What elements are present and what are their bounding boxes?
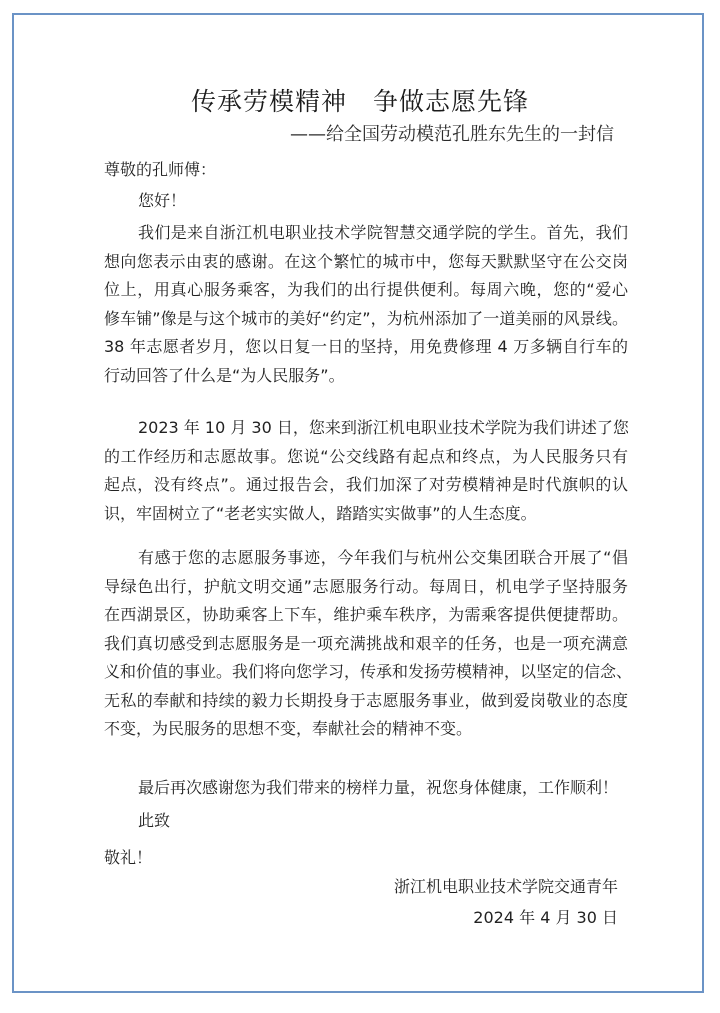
greeting: 您好！: [138, 191, 187, 210]
letter-title: 传承劳模精神 争做志愿先锋: [190, 87, 529, 116]
paragraph-line: 我们真切感受到志愿服务是一项充满挑战和艰辛的任务，也是一项充满意: [104, 633, 628, 653]
letter-subtitle: ——给全国劳动模范孔胜东先生的一封信: [290, 124, 614, 145]
paragraph-line: 义和价值的事业。我们将向您学习，传承和发扬劳模精神，以坚定的信念、: [104, 662, 633, 681]
signature-organization: 浙江机电职业技术学院交通青年: [393, 877, 618, 896]
paragraph-line: 起点，没有终点”。通过报告会，我们加深了对劳模精神是时代旗帜的认: [104, 475, 628, 494]
paragraph-line: 2023 年 10 月 30 日，您来到浙江机电职业技术学院为我们讲述了您: [138, 418, 629, 437]
body-paragraph-1: [104, 219, 628, 390]
body-paragraph-4: [104, 774, 628, 803]
paragraph-line: 有感于您的志愿服务事迹，今年我们与杭州公交集团联合开展了“倡: [138, 548, 628, 567]
paragraph-line: 位上，用真心服务乘客，为我们的出行提供便利。每周六晚，您的“爱心: [104, 280, 628, 299]
paragraph-line: 想向您表示由衷的感谢。在这个繁忙的城市中，您每天默默坚守在公交岗: [104, 251, 628, 271]
paragraph-line: 我们是来自浙江机电职业技术学院智慧交通学院的学生。首先，我们: [138, 223, 628, 242]
paragraph-line: 最后再次感谢您为我们带来的榜样力量，祝您身体健康，工作顺利！: [138, 778, 619, 797]
paragraph-line: 38 年志愿者岁月，您以日复一日的坚持，用免费修理 4 万多辆自行车的: [104, 337, 628, 356]
paragraph-line: 无私的奉献和持续的毅力长期投身于志愿服务事业，做到爱岗敬业的态度: [104, 690, 628, 710]
body-paragraph-2: [104, 414, 628, 528]
signature-date: 2024 年 4 月 30 日: [473, 908, 618, 927]
paragraph-line: 识，牢固树立了“老老实实做人，踏踏实实做事”的人生态度。: [104, 503, 537, 523]
paragraph-line: 修车铺”像是与这个城市的美好“约定”，为杭州添加了一道美丽的风景线。: [104, 308, 628, 328]
paragraph-line: 在西湖景区，协助乘客上下车，维护乘车秩序，为需乘客提供便捷帮助。: [104, 605, 628, 624]
closing-salute: 敬礼！: [104, 848, 153, 867]
salutation: 尊敬的孔师傅：: [104, 160, 217, 179]
paragraph-line: 不变，为民服务的思想不变，奉献社会的精神不变。: [104, 719, 473, 738]
paragraph-line: 导绿色出行，护航文明交通”志愿服务行动。每周日，机电学子坚持服务: [104, 576, 628, 596]
paragraph-line: 行动回答了什么是“为人民服务”。: [104, 365, 345, 385]
closing-phrase: 此致: [138, 811, 171, 830]
body-paragraph-3: [104, 544, 633, 744]
paragraph-line: 的工作经历和志愿故事。您说“公交线路有起点和终点，为人民服务只有: [104, 446, 628, 466]
